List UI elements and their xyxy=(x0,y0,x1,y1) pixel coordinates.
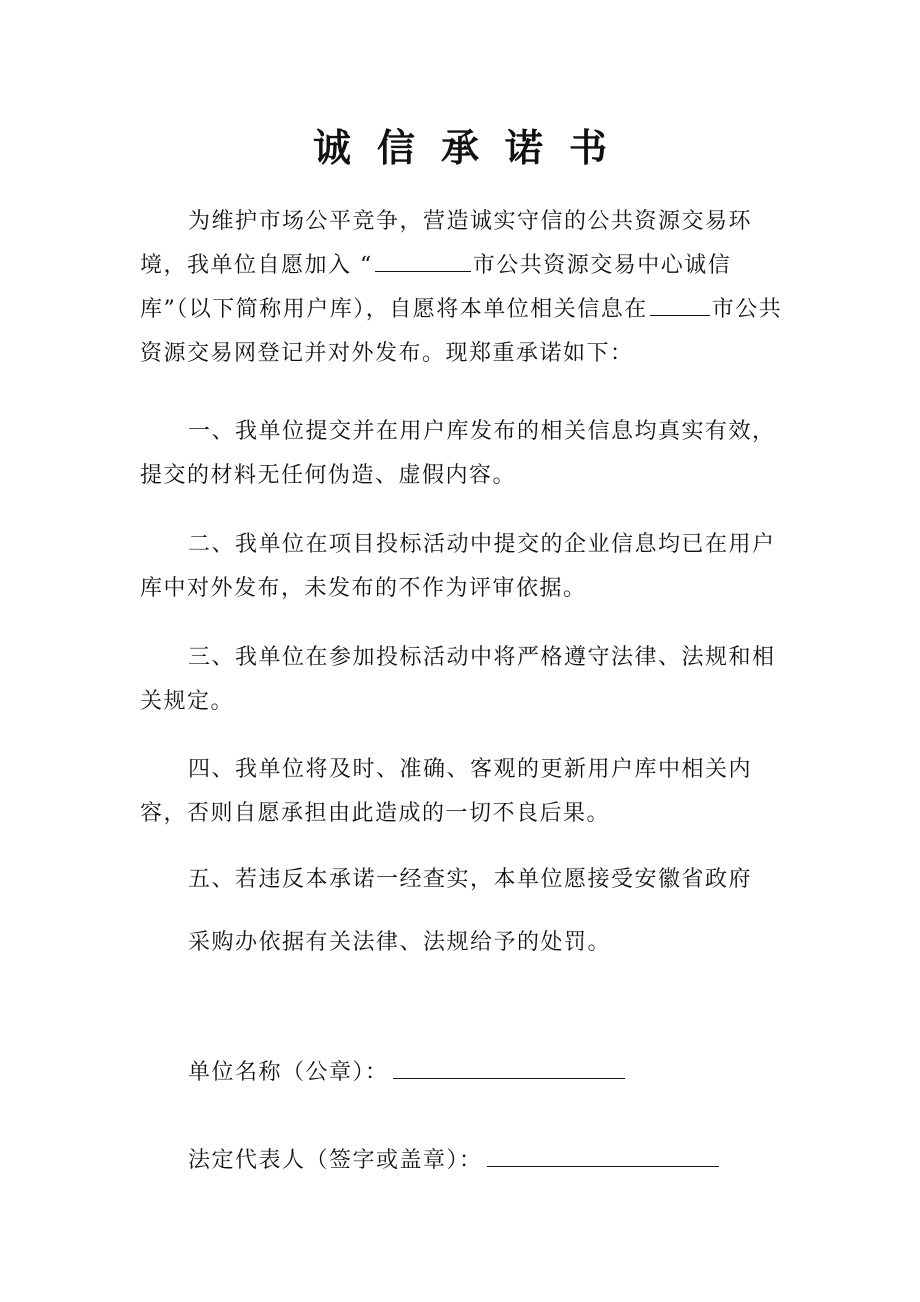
city-blank-2[interactable] xyxy=(650,293,710,316)
city-blank-1[interactable] xyxy=(375,249,471,272)
unit-name-row xyxy=(188,1052,625,1089)
document-title: 诚信承诺书 xyxy=(312,125,633,170)
commitment-text: 三、我单位在参加投标活动中将严格遵守法律、法规和相关规定。 xyxy=(140,645,776,714)
commitment-item-5-line2 xyxy=(140,921,785,965)
unit-name-label: 单位名称（公章）： xyxy=(188,1060,389,1085)
commitment-text: 四、我单位将及时、准确、客观的更新用户库中相关内容，否则自愿承担由此造成的一切不良后果。 xyxy=(140,757,753,826)
commitment-item-2 xyxy=(140,523,785,611)
intro-paragraph xyxy=(140,200,785,376)
commitment-item-1 xyxy=(140,410,785,498)
commitment-text: 二、我单位在项目投标活动中提交的企业信息均已在用户库中对外发布，未发布的不作为评审依据。 xyxy=(140,532,776,601)
commitment-item-3 xyxy=(140,636,785,724)
legal-rep-row xyxy=(188,1140,719,1177)
commitment-item-4 xyxy=(140,748,785,836)
unit-name-field[interactable] xyxy=(393,1052,625,1079)
commitment-text: 采购办依据有关法律、法规给予的处罚。 xyxy=(188,930,612,955)
commitment-text: 五、若违反本承诺一经查实，本单位愿接受安徽省政府 xyxy=(188,867,753,892)
commitment-text: 一、我单位提交并在用户库发布的相关信息均真实有效，提交的材料无任何伪造、虚假内容。 xyxy=(140,419,776,488)
legal-rep-field[interactable] xyxy=(487,1140,719,1167)
intro-text-part1: 为维护市场公平竞争，营造诚实守信的公共资源交易环境，我单位自愿加入 “ xyxy=(140,209,753,278)
intro-text-part2: 市公共资源交易中心诚信库”（以下简称用户库），自愿将本单位相关信息在 xyxy=(140,253,732,322)
commitment-item-5-line1 xyxy=(140,858,785,902)
intro-text-part3: 市公共资源交易网登记并对外发布。现郑重承诺如下： xyxy=(140,297,783,366)
legal-rep-label: 法定代表人（签字或盖章）： xyxy=(188,1148,483,1173)
